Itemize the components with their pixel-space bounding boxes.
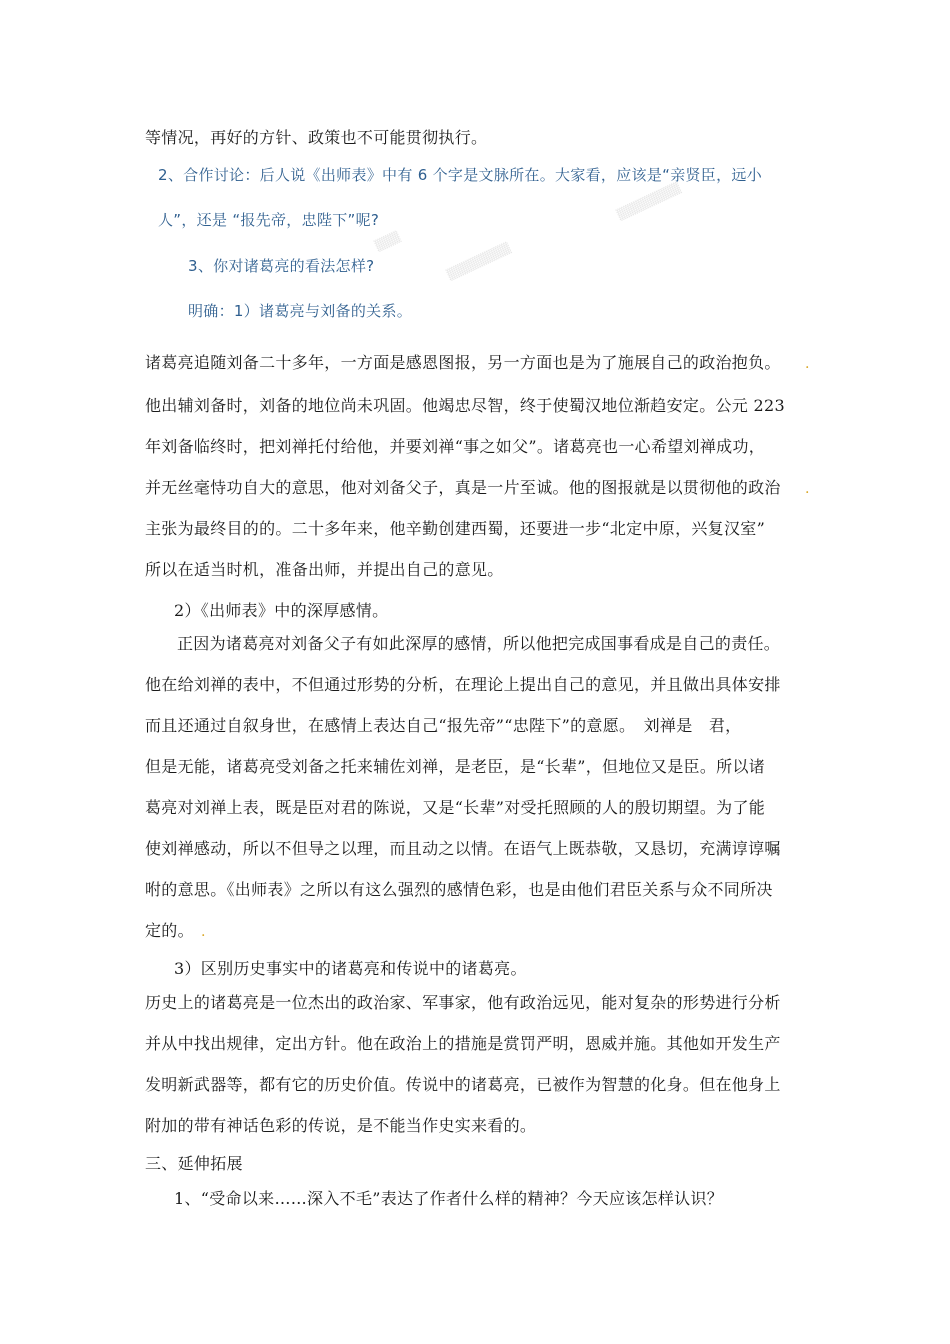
mark-dot: . (201, 924, 206, 940)
paragraph-line: 葛亮对刘禅上表，既是臣对君的陈说，又是“长辈”对受托照顾的人的殷切期望。为了能 (145, 798, 766, 817)
watermark-mark: ▒▒▒▒▒▒▒▒ (445, 241, 513, 282)
extension-question-1: 1、“受命以来……深入不毛”表达了作者什么样的精神？今天应该怎样认识？ (174, 1189, 724, 1208)
watermark-mark: ▒▒▒▒▒▒▒▒ (615, 181, 683, 222)
discussion-question-3: 3、你对诸葛亮的看法怎样? (188, 257, 375, 275)
paragraph-line: 他在给刘禅的表中，不但通过形势的分析，在理论上提出自己的意见，并且做出具体安排 (145, 675, 781, 694)
mark-dot: . (805, 356, 810, 372)
mark-dot: . (805, 481, 810, 497)
paragraph-line: 咐的意思。《出师表》之所以有这么强烈的感情色彩，也是由他们君臣关系与众不同所决 (145, 880, 773, 899)
discussion-question-2: 2、合作讨论：后人说《出师表》中有 6 个字是文脉所在。大家看，应该是“亲贤臣，远小 (158, 166, 762, 184)
paragraph-line: 而且还通过自叙身世，在感情上表达自己“报先帝”“忠陛下”的意愿。 刘禅是 君， (145, 716, 742, 735)
subheading: 2）《出师表》中的深厚感情。 (174, 601, 389, 620)
paragraph-line: 历史上的诸葛亮是一位杰出的政治家、军事家，他有政治远见，能对复杂的形势进行分析 (145, 993, 781, 1012)
paragraph-line: 并无丝毫恃功自大的意思，他对刘备父子，真是一片至诚。他的图报就是以贯彻他的政治 (145, 478, 781, 497)
paragraph-line: 附加的带有神话色彩的传说，是不能当作史实来看的。 (145, 1116, 537, 1135)
paragraph-line: 正因为诸葛亮对刘备父子有如此深厚的感情，所以他把完成国事看成是自己的责任。 (177, 634, 781, 653)
paragraph-line: 使刘禅感动，所以不但导之以理，而且动之以情。在语气上既恭敬，又恳切，充满谆谆嘱 (145, 839, 781, 858)
paragraph-line: 定的。 (145, 921, 194, 940)
paragraph-line: 但是无能，诸葛亮受刘备之托来辅佐刘禅，是老臣，是“长辈”，但地位又是臣。所以诸 (145, 757, 766, 776)
paragraph-line: 主张为最终目的的。二十多年来，他辛勤创建西蜀，还要进一步“北定中原，兴复汉室” (145, 519, 766, 538)
paragraph-line: 他出辅刘备时，刘备的地位尚未巩固。他竭忠尽智，终于使蜀汉地位渐趋安定。公元 223 (145, 396, 785, 415)
paragraph-line: 发明新武器等，都有它的历史价值。传说中的诸葛亮，已被作为智慧的化身。但在他身上 (145, 1075, 781, 1094)
text-line: 等情况，再好的方针、政策也不可能贯彻执行。 (145, 128, 488, 147)
paragraph-line: 年刘备临终时，把刘禅托付给他，并要刘禅“事之如父”。诸葛亮也一心希望刘禅成功， (145, 437, 766, 456)
paragraph-line: 并从中找出规律，定出方针。他在政治上的措施是赏罚严明，恩威并施。其他如开发生产 (145, 1034, 781, 1053)
subheading: 3）区别历史事实中的诸葛亮和传说中的诸葛亮。 (174, 959, 527, 978)
discussion-question-2-cont: 人”，还是 “报先帝，忠陛下”呢? (158, 211, 380, 229)
paragraph-line: 所以在适当时机，准备出师，并提出自己的意见。 (145, 560, 504, 579)
clarify-heading: 明确：1）诸葛亮与刘备的关系。 (188, 302, 413, 320)
section-heading: 三、延伸拓展 (145, 1154, 243, 1173)
watermark-mark: ▒▒▒ (373, 230, 402, 253)
paragraph-line: 诸葛亮追随刘备二十多年，一方面是感恩图报，另一方面也是为了施展自己的政治抱负。 (145, 353, 781, 372)
